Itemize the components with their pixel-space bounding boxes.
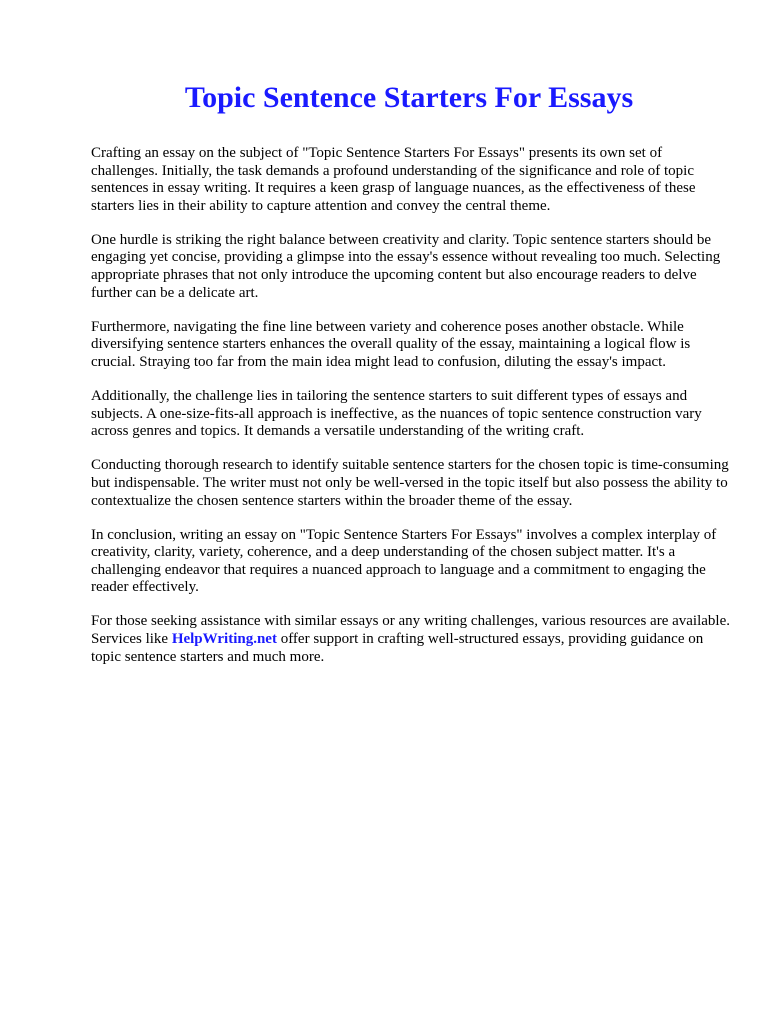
paragraph-5: Conducting thorough research to identify suitable sentence starters for the chosen topic is time-consuming but indispensable. The writer must not only be well-versed in the topic itself but also possess the ability to contextualize the chosen sentence starters within the broader theme of the essay. [91, 457, 729, 509]
paragraph-1: Crafting an essay on the subject of "Topic Sentence Starters For Essays" presents its own set of challenges. Initially, the task demands a profound understanding of the significance and role of topic sentences in essay writing. It requires a keen grasp of language nuances, as the effectiveness of these starters lies in their ability to capture attention and convey the central theme. [91, 145, 696, 214]
paragraph-6: In conclusion, writing an essay on "Topic Sentence Starters For Essays" involves a complex interplay of creativity, clarity, variety, coherence, and a deep understanding of the chosen subject matter. It's a challenging endeavor that requires a nuanced approach to language and a commitment to engaging the reader effectively. [91, 526, 717, 596]
paragraph-2: One hurdle is striking the right balance between creativity and clarity. Topic sentence starters should be engaging yet concise, providing a glimpse into the essay's essence without revealing too much. Selecting appropriate phrases that not only introduce the upcoming content but also encourage readers to delve further can be a delicate art. [91, 231, 721, 301]
closing-text-before-link: For those seeking assistance with similar essays or any writing challenges, various resources are available. Services like [91, 613, 730, 648]
page-title: Topic Sentence Starters For Essays [184, 81, 634, 114]
paragraph-3: Furthermore, navigating the fine line between variety and coherence poses another obstacle. While diversifying sentence starters enhances the overall quality of the essay, maintaining a logical flow is crucial. Straying too far from the main idea might lead to confusion, diluting the essay's impact. [91, 318, 691, 370]
paragraph-4: Additionally, the challenge lies in tailoring the sentence starters to suit different types of essays and subjects. A one-size-fits-all approach is ineffective, as the nuances of topic sentence construction vary across genres and topics. It demands a versatile understanding of the writing craft. [91, 388, 702, 440]
closing-text-after-link: offer support in crafting well-structured essays, providing guidance on topic sentence starters and much more. [91, 631, 704, 665]
closing-paragraph [91, 613, 731, 666]
essay-body [91, 145, 731, 683]
helpwriting-link[interactable]: HelpWriting.net [171, 631, 277, 648]
